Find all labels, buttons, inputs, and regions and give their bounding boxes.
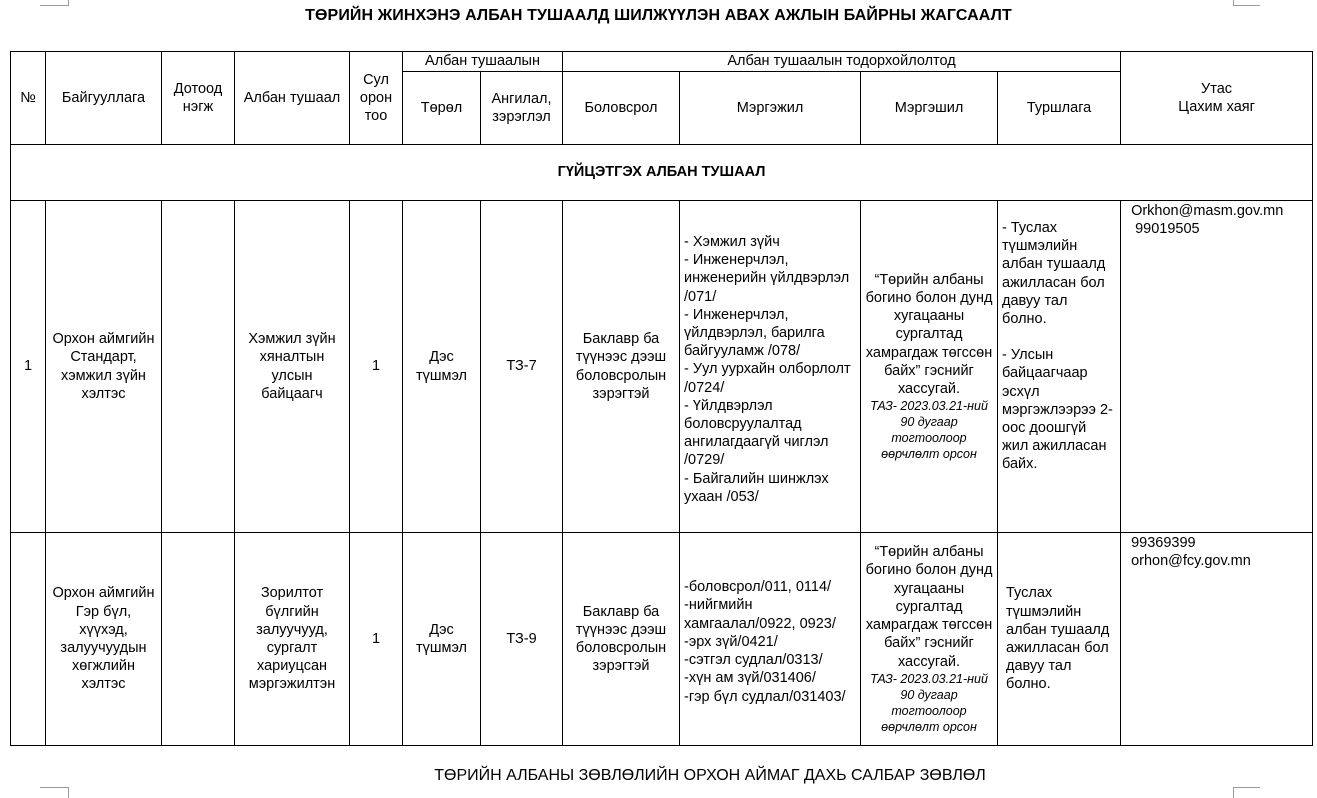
col-group-description: Албан тушаалын тодорхойлолтод <box>563 52 1121 72</box>
cell-category: ТЗ-7 <box>481 201 563 533</box>
cell-organization: Орхон аймгийн Стандарт, хэмжил зүйн хэлтэс <box>46 201 162 533</box>
section-title: ГҮЙЦЭТГЭХ АЛБАН ТУШААЛ <box>11 145 1313 201</box>
col-header-type: Төрөл <box>403 72 481 145</box>
cell-category: ТЗ-9 <box>481 533 563 746</box>
crop-mark <box>1233 787 1260 788</box>
qualification-note: ТАЗ- 2023.03.21-ний 90 дугаар тогтоолоор өөрчлөлт орсон <box>870 671 988 734</box>
col-header-category: Ангилал, зэрэглэл <box>481 72 563 145</box>
col-header-profession: Мэргэжил <box>680 72 861 145</box>
col-header-education: Боловсрол <box>563 72 680 145</box>
cell-internal-unit <box>162 201 235 533</box>
crop-mark <box>1233 787 1234 798</box>
cell-vacancies: 1 <box>350 201 403 533</box>
experience-text-2: - Улсын байцаагчаар эсхүл мэргэжлээрээ 2-оос доошгүй жил ажилласан байх. <box>1002 347 1113 473</box>
col-group-position: Албан тушаалын <box>403 52 563 72</box>
contact-email: orhon@fcy.gov.mn <box>1131 553 1251 570</box>
cell-number: 1 <box>11 201 46 533</box>
qualification-note: ТАЗ- 2023.03.21-ний 90 дугаар тогтоолоор өөрчлөлт орсон <box>870 399 988 462</box>
cell-qualification <box>861 201 998 533</box>
col-header-organization: Байгууллага <box>46 52 162 145</box>
cell-number <box>11 533 46 746</box>
col-header-qualification: Мэргэшил <box>861 72 998 145</box>
cell-contact <box>1121 201 1313 533</box>
table-row <box>11 533 1313 746</box>
contact-phone: 99369399 <box>1131 535 1196 551</box>
cell-experience <box>998 201 1121 533</box>
col-header-contact <box>1121 52 1313 145</box>
col-header-internal-unit: Дотоод нэгж <box>162 52 235 145</box>
contact-header-line-1: Утас <box>1201 80 1233 97</box>
crop-mark <box>68 787 69 798</box>
cell-education: Баклавр ба түүнээс дээш боловсролын зэрэгтэй <box>563 533 680 746</box>
cell-internal-unit <box>162 533 235 746</box>
contact-header-line-2: Цахим хаяг <box>1178 99 1255 115</box>
contact-email: Orkhon@masm.gov.mn <box>1131 203 1284 219</box>
cell-experience <box>998 533 1121 746</box>
experience-text-1: - Туслах түшмэлийн албан тушаалд ажилласан бол давуу тал болно. <box>1002 220 1106 328</box>
section-row <box>11 145 1313 201</box>
cell-organization: Орхон аймгийн Гэр бүл, хүүхэд, залуучуудын хөгжлийн хэлтэс <box>46 533 162 746</box>
cell-contact <box>1121 533 1313 746</box>
col-header-number: № <box>11 52 46 145</box>
col-header-position: Албан тушаал <box>235 52 350 145</box>
document-title: ТӨРИЙН ЖИНХЭНЭ АЛБАН ТУШААЛД ШИЛЖҮҮЛЭН АВАХ АЖЛЫН БАЙРНЫ ЖАГСААЛТ <box>305 7 1012 24</box>
qualification-text: “Төрийн албаны богино болон дунд хугацааны сургалтад хамрагдаж төгссөн байх” гэснийг хассугай. <box>865 544 993 670</box>
crop-mark <box>40 787 69 788</box>
header-row-1 <box>11 52 1313 72</box>
document-footer: ТӨРИЙН АЛБАНЫ ЗӨВЛӨЛИЙН ОРХОН АЙМАГ ДАХЬ САЛБАР ЗӨВЛӨЛ <box>434 767 986 784</box>
contact-phone: 99019505 <box>1131 221 1200 238</box>
col-header-experience: Туршлага <box>998 72 1121 145</box>
cell-type: Дэс түшмэл <box>403 533 481 746</box>
crop-mark <box>1233 5 1260 6</box>
cell-type: Дэс түшмэл <box>403 201 481 533</box>
experience-text-1: Туслах түшмэлийн албан тушаалд ажилласан бол давуу тал болно. <box>1006 585 1110 693</box>
cell-education: Баклавр ба түүнээс дээш боловсролын зэрэгтэй <box>563 201 680 533</box>
qualification-text: “Төрийн албаны богино болон дунд хугацааны сургалтад хамрагдаж төгссөн байх” гэснийг хассугай. <box>865 271 993 397</box>
cell-profession: -боловсрол/011, 0114/ -нийгмийн хамгаалал/0922, 0923/ -эрх зүй/0421/ -сэтгэл судлал/0313/ -хүн ам зүй/031406/ -гэр бүл судлал/031403/ <box>680 533 861 746</box>
vacancy-table <box>10 51 1313 746</box>
cell-position: Хэмжил зүйн хяналтын улсын байцаагч <box>235 201 350 533</box>
cell-position: Зорилтот бүлгийн залуучууд, сургалт хариуцсан мэргэжилтэн <box>235 533 350 746</box>
paragraph-gap <box>1002 328 1116 346</box>
col-header-vacancies: Сул орон тоо <box>350 52 403 145</box>
cell-profession: - Хэмжил зүйч - Инженерчлэл, инженерийн үйлдвэрлэл /071/ - Инженерчлэл, үйлдвэрлэл, барилга байгууламж /078/ - Уул уурхайн олборлолт /0724/ - Үйлдвэрлэл боловсруулалтад ангилагдаагүй чиглэл /0729/ - Байгалийн шинжлэх ухаан /053/ <box>680 201 861 533</box>
table-row <box>11 201 1313 533</box>
crop-mark <box>40 5 69 6</box>
cell-qualification <box>861 533 998 746</box>
cell-vacancies: 1 <box>350 533 403 746</box>
